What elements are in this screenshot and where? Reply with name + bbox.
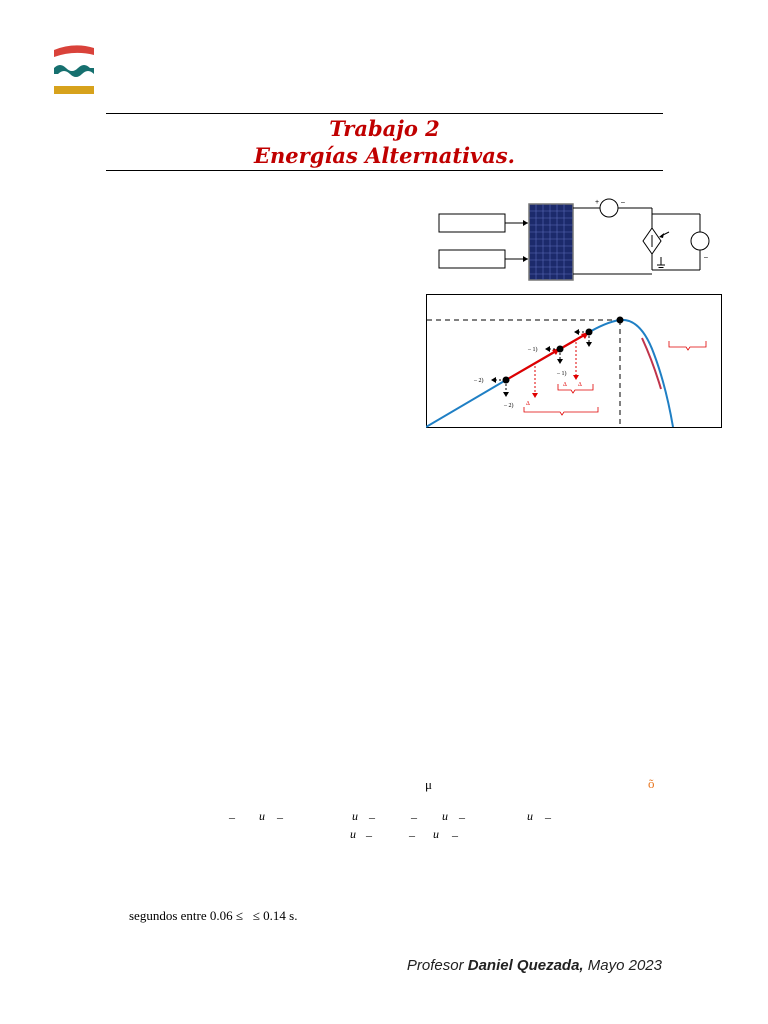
chart-label-1: – 2): [474, 378, 484, 384]
svg-text:+: +: [595, 199, 600, 206]
seconds-range-text: segundos entre 0.06 ≤ ≤ 0.14 s.: [129, 908, 298, 923]
document-title-line2: Energías Alternativas.: [254, 143, 515, 168]
chart-label-delta-3: Δ: [578, 382, 582, 388]
operating-point-3: [586, 329, 593, 336]
eq-row1-fragment-0: –: [229, 810, 235, 824]
footer-date: Mayo 2023: [583, 957, 662, 974]
svg-text:–: –: [621, 199, 625, 206]
orange-glyph: õ: [648, 776, 655, 791]
chart-label-delta-2: Δ: [563, 382, 567, 388]
document-title-line1: Trabajo 2: [329, 116, 440, 141]
title-rule-top: [106, 113, 663, 114]
operating-point-2: [557, 346, 564, 353]
eq-row2-fragment-1: –: [366, 828, 372, 842]
chart-label-3: – 1): [557, 371, 567, 377]
chart-label-2: – 1): [528, 347, 538, 353]
title-rule-bottom: [106, 170, 663, 171]
chart-label-delta-1: Δ: [526, 401, 530, 407]
eq-row1-fragment-8: u: [527, 809, 533, 823]
eq-row1-fragment-7: –: [459, 810, 465, 824]
eq-row1-fragment-6: u: [442, 809, 448, 823]
svg-text:–: –: [704, 254, 708, 261]
pv-mppt-chart: [426, 294, 722, 428]
eq-row2-fragment-2: –: [409, 828, 415, 842]
footer-signature: [407, 957, 662, 974]
mu-symbol: μ: [425, 777, 432, 792]
footer-author: Daniel Quezada,: [467, 957, 584, 974]
chart-label-4: – 2): [504, 403, 514, 409]
footer-prefix: Profesor: [406, 957, 468, 974]
eq-row1-fragment-1: u: [259, 809, 265, 823]
operating-point-1: [503, 377, 510, 384]
eq-row2-fragment-3: u: [433, 827, 439, 841]
eq-row1-fragment-3: u: [352, 809, 358, 823]
maximum-power-point: [617, 317, 624, 324]
institution-logo: [52, 44, 96, 96]
eq-row1-fragment-5: –: [411, 810, 417, 824]
eq-row2-fragment-4: –: [452, 828, 458, 842]
pv-circuit-diagram: [432, 195, 722, 285]
eq-row1-fragment-9: –: [545, 810, 551, 824]
eq-row1-fragment-2: –: [277, 810, 283, 824]
eq-row1-fragment-4: –: [369, 810, 375, 824]
eq-row2-fragment-0: u: [350, 827, 356, 841]
